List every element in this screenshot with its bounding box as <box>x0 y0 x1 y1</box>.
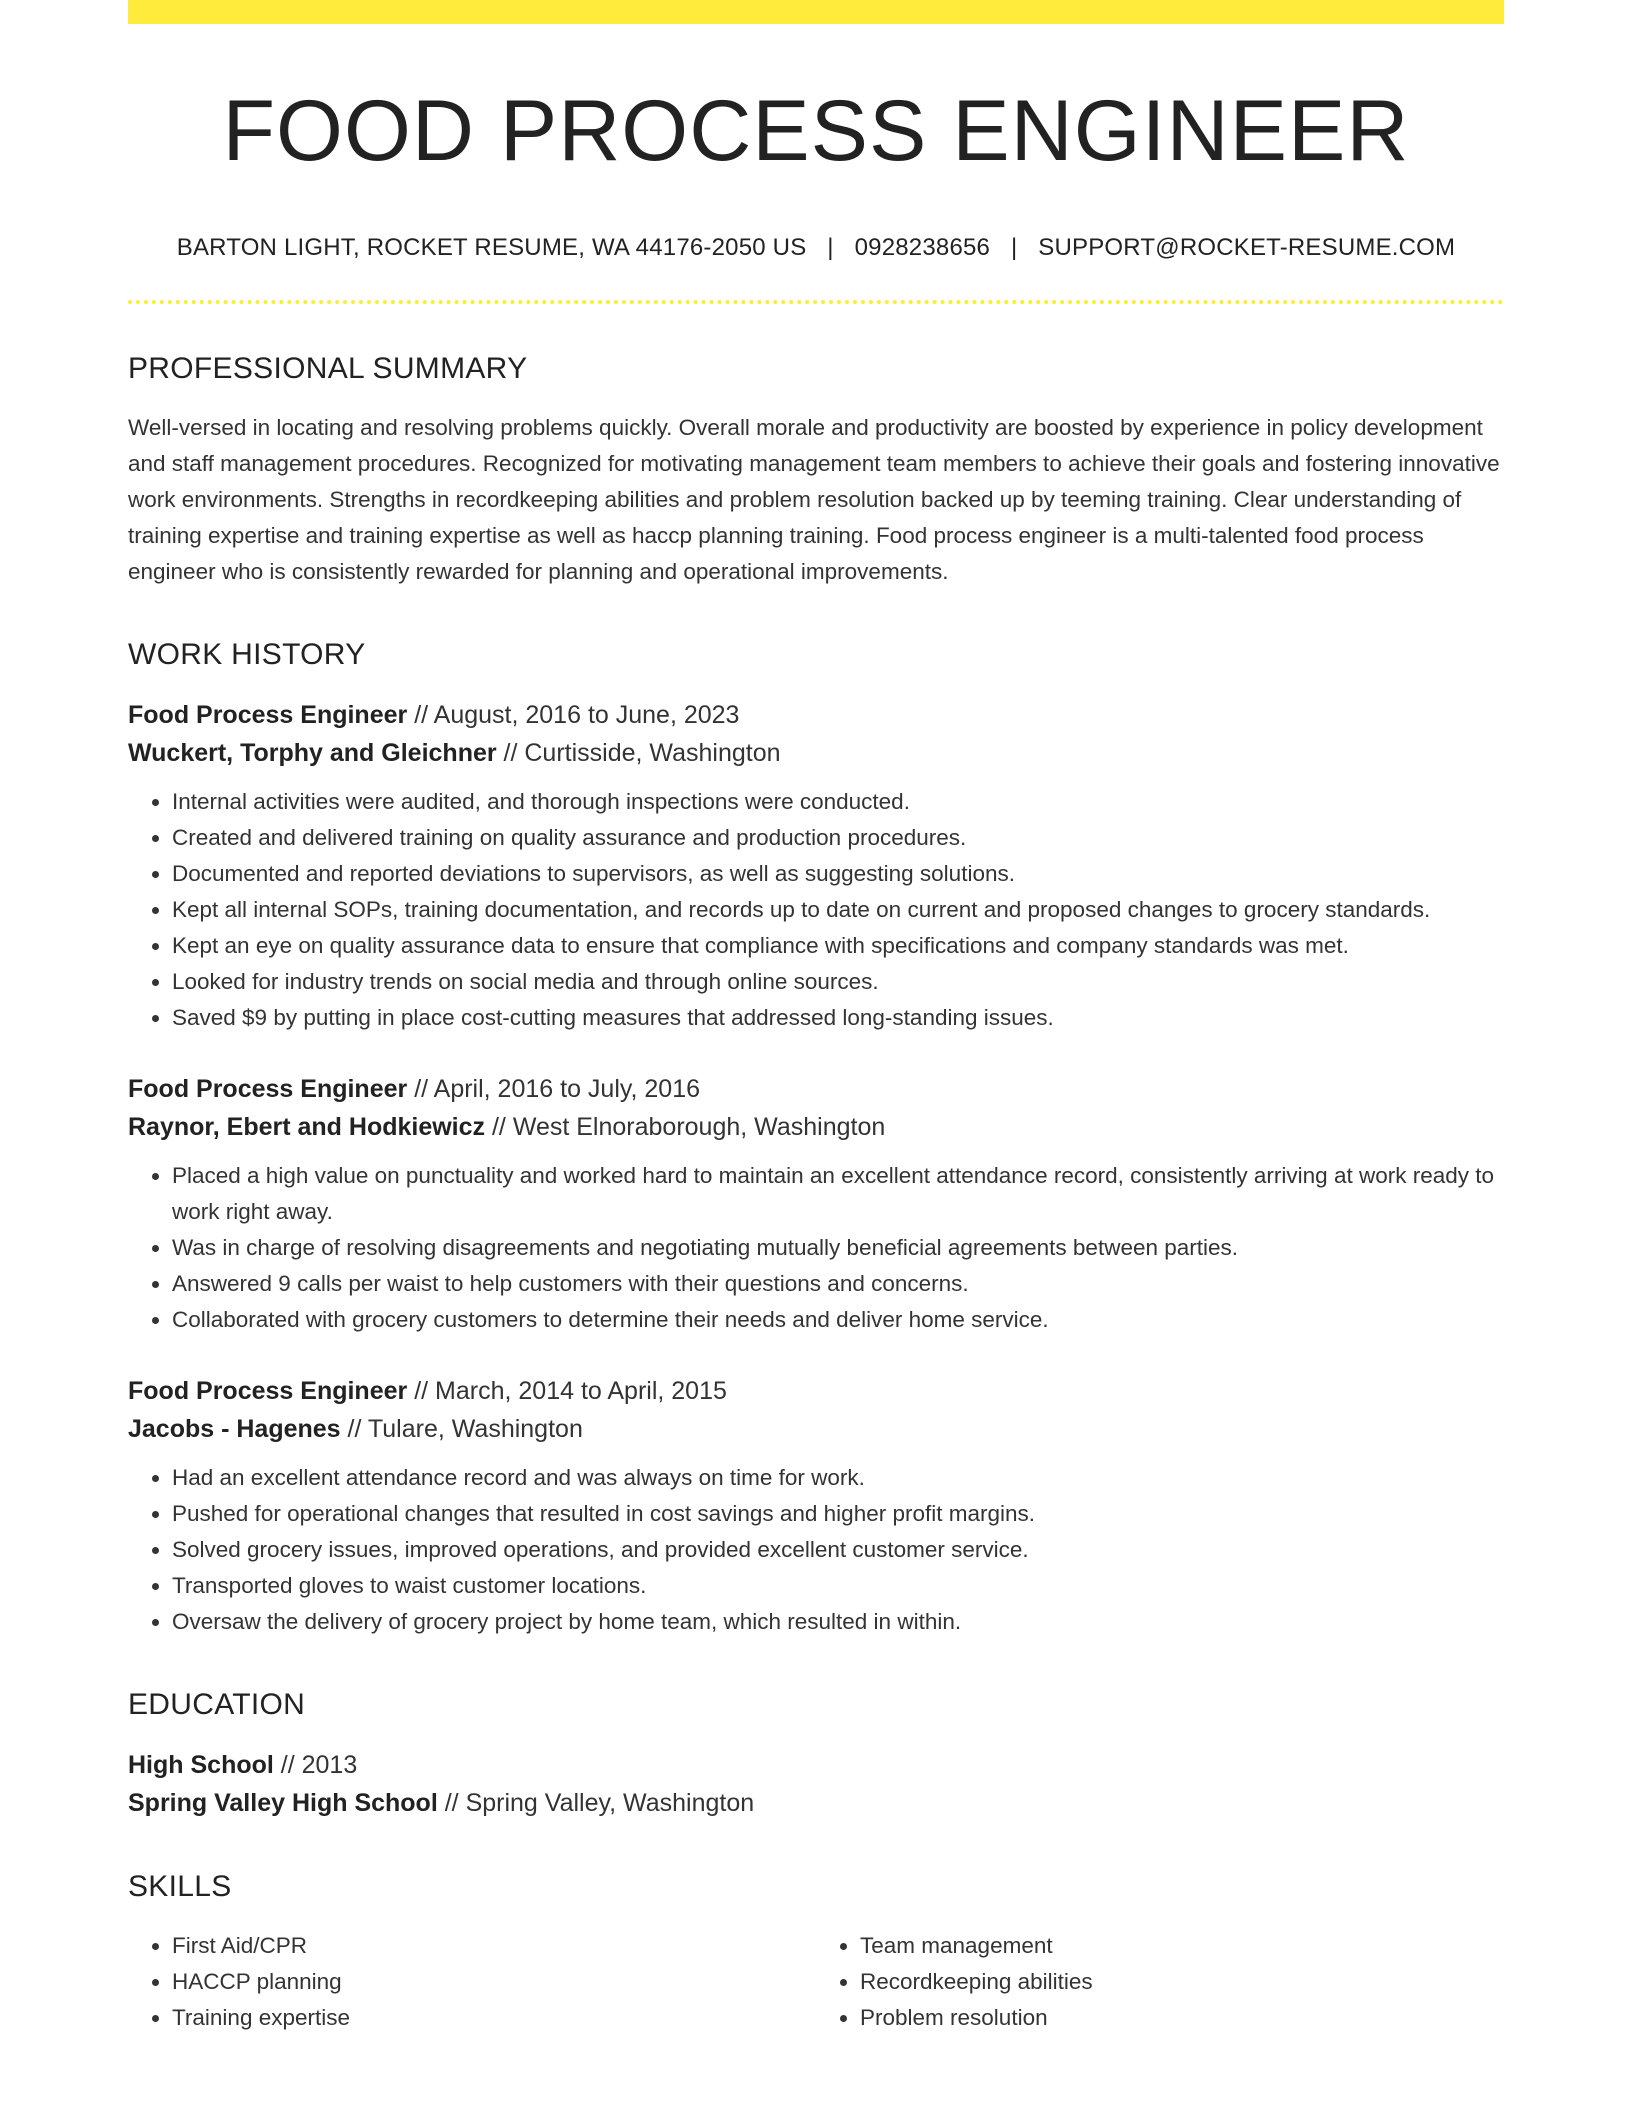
job-company-line <box>128 1410 1504 1448</box>
bullet-item: • Placed a high value on punctuality and worked hard to maintain an excellent attendance record, consistently arriving at work ready to work right away. <box>172 1158 1504 1230</box>
job-entry <box>128 1070 1504 1338</box>
work-history-heading: WORK HISTORY <box>128 638 366 672</box>
job-bullets <box>128 1460 1504 1640</box>
job-dates: // August, 2016 to June, 2023 <box>407 701 740 730</box>
education-school: Spring Valley High School <box>128 1789 438 1818</box>
address-text: BARTON LIGHT, ROCKET RESUME, WA 44176-2050 US <box>176 234 807 262</box>
job-dates: // March, 2014 to April, 2015 <box>407 1377 727 1406</box>
bullet-item: • Documented and reported deviations to supervisors, as well as suggesting solutions. <box>172 856 1504 892</box>
job-location: // Tulare, Washington <box>340 1415 583 1444</box>
skill-item: • Recordkeeping abilities <box>860 1964 1504 2000</box>
bullet-item: • Was in charge of resolving disagreements and negotiating mutually beneficial agreements between parties. <box>172 1230 1504 1266</box>
job-entry <box>128 1372 1504 1640</box>
education-school-line <box>128 1784 1504 1822</box>
skill-item: • HACCP planning <box>172 1964 816 2000</box>
bullet-item: • Oversaw the delivery of grocery project by home team, which resulted in within. <box>172 1604 1504 1640</box>
contact-separator: | <box>827 234 834 262</box>
summary-heading: PROFESSIONAL SUMMARY <box>128 352 528 386</box>
job-role: Food Process Engineer <box>128 1075 408 1104</box>
job-company: Raynor, Ebert and Hodkiewicz <box>128 1113 486 1142</box>
job-bullets <box>128 784 1504 1036</box>
phone-text: 0928238656 <box>854 234 991 262</box>
job-entry <box>128 696 1504 1036</box>
job-location: // West Elnoraborough, Washington <box>485 1113 886 1142</box>
job-role-line <box>128 1372 1504 1410</box>
job-location: // Curtisside, Washington <box>496 739 781 768</box>
contact-separator: | <box>1010 234 1018 262</box>
email-text: SUPPORT@ROCKET-RESUME.COM <box>1038 234 1456 262</box>
resume-title: FOOD PROCESS ENGINEER <box>222 83 1410 179</box>
bullet-item: • Created and delivered training on quality assurance and production procedures. <box>172 820 1504 856</box>
job-company-line <box>128 734 1504 772</box>
bullet-item: • Transported gloves to waist customer locations. <box>172 1568 1504 1604</box>
education-year: // 2013 <box>273 1751 358 1780</box>
education-heading: EDUCATION <box>128 1688 306 1722</box>
skills-heading: SKILLS <box>128 1870 232 1904</box>
accent-top-bar <box>128 0 1504 24</box>
skill-item: • Training expertise <box>172 2000 816 2036</box>
education-degree-line <box>128 1746 1504 1784</box>
dotted-divider <box>128 300 1504 304</box>
contact-line <box>128 234 1504 262</box>
resume-page <box>128 0 1504 2036</box>
skills-column-right <box>816 1928 1504 2036</box>
education-location: // Spring Valley, Washington <box>437 1789 755 1818</box>
bullet-item: • Solved grocery issues, improved operations, and provided excellent customer service. <box>172 1532 1504 1568</box>
job-company: Wuckert, Torphy and Gleichner <box>128 739 497 768</box>
skill-item: • First Aid/CPR <box>172 1928 816 1964</box>
bullet-item: • Saved $9 by putting in place cost-cutting measures that addressed long-standing issues. <box>172 1000 1504 1036</box>
bullet-item: • Pushed for operational changes that resulted in cost savings and higher profit margins. <box>172 1496 1504 1532</box>
job-dates: // April, 2016 to July, 2016 <box>407 1075 701 1104</box>
bullet-item: • Kept all internal SOPs, training documentation, and records up to date on current and proposed changes to grocery standards. <box>172 892 1504 928</box>
bullet-item: • Kept an eye on quality assurance data to ensure that compliance with specifications and company standards was met. <box>172 928 1504 964</box>
skills-list <box>128 1928 1504 2036</box>
bullet-item: • Internal activities were audited, and thorough inspections were conducted. <box>172 784 1504 820</box>
skill-item: • Problem resolution <box>860 2000 1504 2036</box>
education-degree: High School <box>128 1751 274 1780</box>
job-role-line <box>128 1070 1504 1108</box>
job-bullets <box>128 1158 1504 1338</box>
skills-column-left <box>128 1928 816 2036</box>
job-role: Food Process Engineer <box>128 701 408 730</box>
job-company: Jacobs - Hagenes <box>128 1415 341 1444</box>
bullet-item: • Had an excellent attendance record and was always on time for work. <box>172 1460 1504 1496</box>
summary-text: Well-versed in locating and resolving problems quickly. Overall morale and productivity are boosted by experience in policy development and staff management procedures. Recognized for motivating management team members to achieve their goals and fostering innovative work environments. Strengths in recordkeeping abilities and problem resolution backed up by teeming training. Clear understanding of training expertise and training expertise as well as haccp planning training. Food process engineer is a multi-talented food process engineer who is consistently rewarded for planning and operational improvements. <box>128 415 1500 585</box>
job-company-line <box>128 1108 1504 1146</box>
bullet-item: • Looked for industry trends on social media and through online sources. <box>172 964 1504 1000</box>
bullet-item: • Answered 9 calls per waist to help customers with their questions and concerns. <box>172 1266 1504 1302</box>
bullet-item: • Collaborated with grocery customers to determine their needs and deliver home service. <box>172 1302 1504 1338</box>
skill-item: • Team management <box>860 1928 1504 1964</box>
job-role: Food Process Engineer <box>128 1377 408 1406</box>
job-role-line <box>128 696 1504 734</box>
